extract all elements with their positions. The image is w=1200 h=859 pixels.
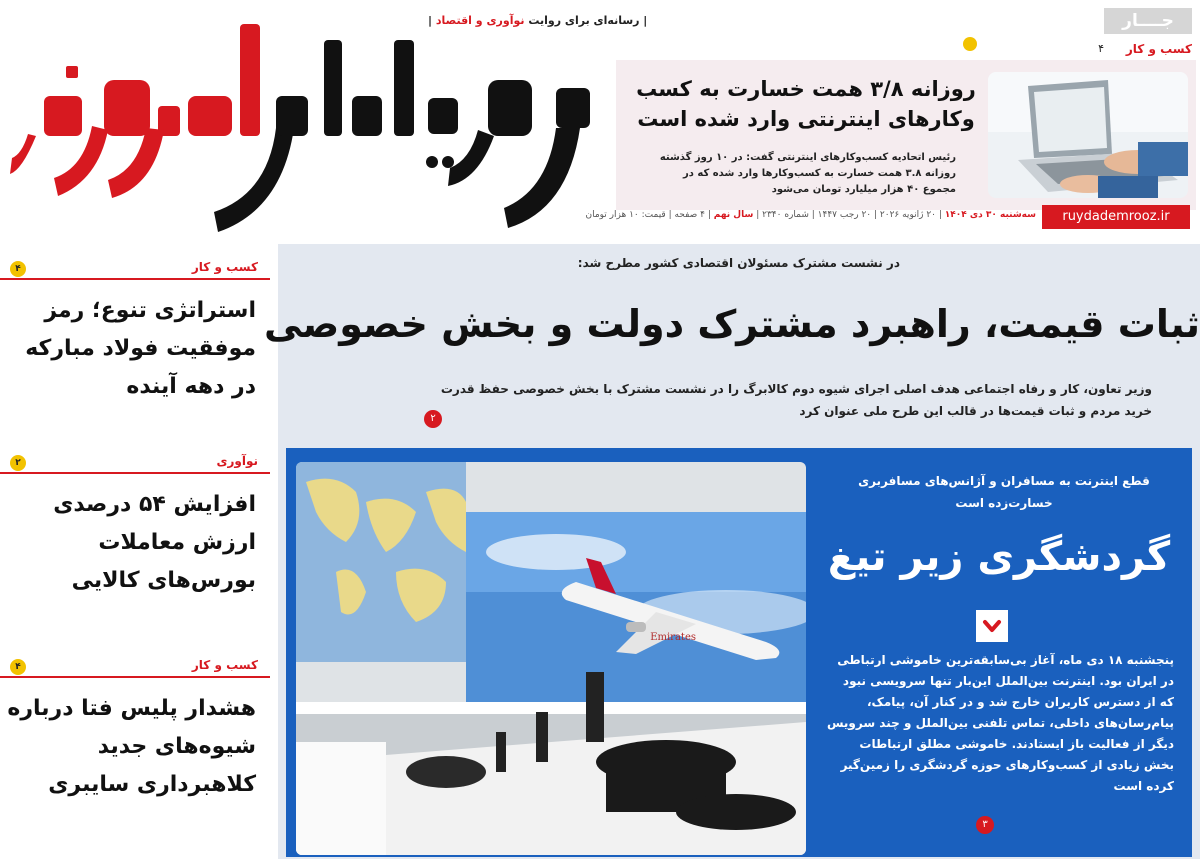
promo-body: رئیس اتحادیه کسب‌وکارهای اینترنتی گفت: در ۱۰ روز گذشته روزانه ۳.۸ همت خسارت به کسب‌وکارها وارد شده که در مجموع ۴۰ هزار میلیارد تومان می‌شود [659, 152, 956, 195]
issue-details: | ۲۰ ژانویه ۲۰۲۶ | ۲۰ رجب ۱۴۴۷ | شماره ۲۳۴۰ | [756, 210, 942, 220]
top-promo[interactable] [612, 2, 1200, 212]
newspaper-logo [8, 10, 608, 238]
side-story-tag: نوآوری [216, 454, 258, 468]
side-story[interactable] [0, 656, 270, 804]
sub-story [286, 448, 1192, 857]
side-story-title[interactable]: استراتژی تنوع؛ رمز موفقیت فولاد مبارکه در دهه آینده [25, 298, 256, 399]
sub-story-body: پنجشنبه ۱۸ دی ماه، آغاز بی‌سابقه‌ترین خاموشی ارتباطی در ایران بود. اینترنت بین‌الملل این‌بار تنها سرویسی نبود که از دسترس کاربران خارج شد و در کنار آن، پیامک، پیام‌رسان‌های داخلی، تماس تلفنی بین‌الملل و چند سرویس دیگر از فعالیت باز ایستادند. خاموشی مطلق ارتباطات بخش زیادی از کسب‌وکارهای حوزه گردشگری را زمین‌گیر کرده است [826, 653, 1174, 793]
side-story-tag: کسب و کار [191, 658, 258, 672]
promo-page-number: ۴ [1098, 42, 1104, 55]
site-url[interactable]: ruydademrooz.ir [1042, 205, 1190, 229]
side-story[interactable] [0, 258, 270, 406]
main-story-lead: وزیر تعاون، کار و رفاه اجتماعی هدف اصلی اجرای شیوه دوم کالابرگ را در نشست مشترک با بخش خصوصی حفظ قدرت خرید مردم و ثبات قیمت‌ها در قالب این طرح ملی عنوان کرد [440, 382, 1152, 418]
laptop-typing-photo [988, 72, 1188, 198]
tagline-prefix: | رسانه‌ای برای روایت [528, 14, 648, 27]
page-number-badge: ۴ [10, 659, 26, 675]
promo-section-label: کسب و کار [1125, 42, 1192, 56]
page-number-badge: ۴ [10, 261, 26, 277]
main-story-kicker: در نشست مشترک مسئولان اقتصادی کشور مطرح شد: [577, 256, 900, 270]
masthead [0, 0, 1200, 240]
left-column [0, 258, 270, 858]
tagline-suffix: | [428, 14, 433, 27]
side-story-header [0, 656, 270, 678]
side-story-tag: کسب و کار [191, 260, 258, 274]
jari-badge: جــــار [1104, 8, 1192, 34]
main-story-headline[interactable]: ثبات قیمت، راهبرد مشترک دولت و بخش خصوصی [264, 302, 1200, 346]
issue-year: سال نهم [713, 210, 754, 220]
page-number-badge: ۳ [976, 816, 994, 834]
side-story-header [0, 452, 270, 474]
side-story-title[interactable]: هشدار پلیس فتا درباره شیوه‌های جدید کلاهبرداری سایبری [7, 696, 256, 797]
issue-info [585, 210, 1036, 220]
promo-headline[interactable]: روزانه ۳/۸ همت خسارت به کسب وکارهای اینترنتی وارد شده است [636, 77, 976, 131]
side-story-title[interactable]: افزایش ۵۴ درصدی ارزش معاملات بورس‌های کالایی [53, 492, 256, 593]
yellow-dot-icon [963, 37, 977, 51]
issue-date: سه‌شنبه ۳۰ دی ۱۴۰۴ [944, 210, 1036, 220]
side-story-header [0, 258, 270, 280]
issue-price: | ۴ صفحه | قیمت: ۱۰ هزار تومان [585, 210, 711, 220]
page-number-badge: ۲ [424, 410, 442, 428]
page-number-badge: ۲ [10, 455, 26, 471]
chevron-down-icon [976, 610, 1008, 642]
main-story [264, 244, 1200, 859]
tagline-highlight: نوآوری و اقتصاد [435, 14, 525, 27]
sub-story-headline[interactable]: گردشگری زیر تیغ [827, 534, 1171, 580]
sub-story-kicker: قطع اینترنت به مسافران و آژانس‌های مسافربری خسارت‌زده است [858, 474, 1150, 510]
side-story[interactable] [0, 452, 270, 600]
airline-livery-text: Emirates [650, 632, 696, 643]
travel-agency-office-photo [296, 462, 806, 855]
